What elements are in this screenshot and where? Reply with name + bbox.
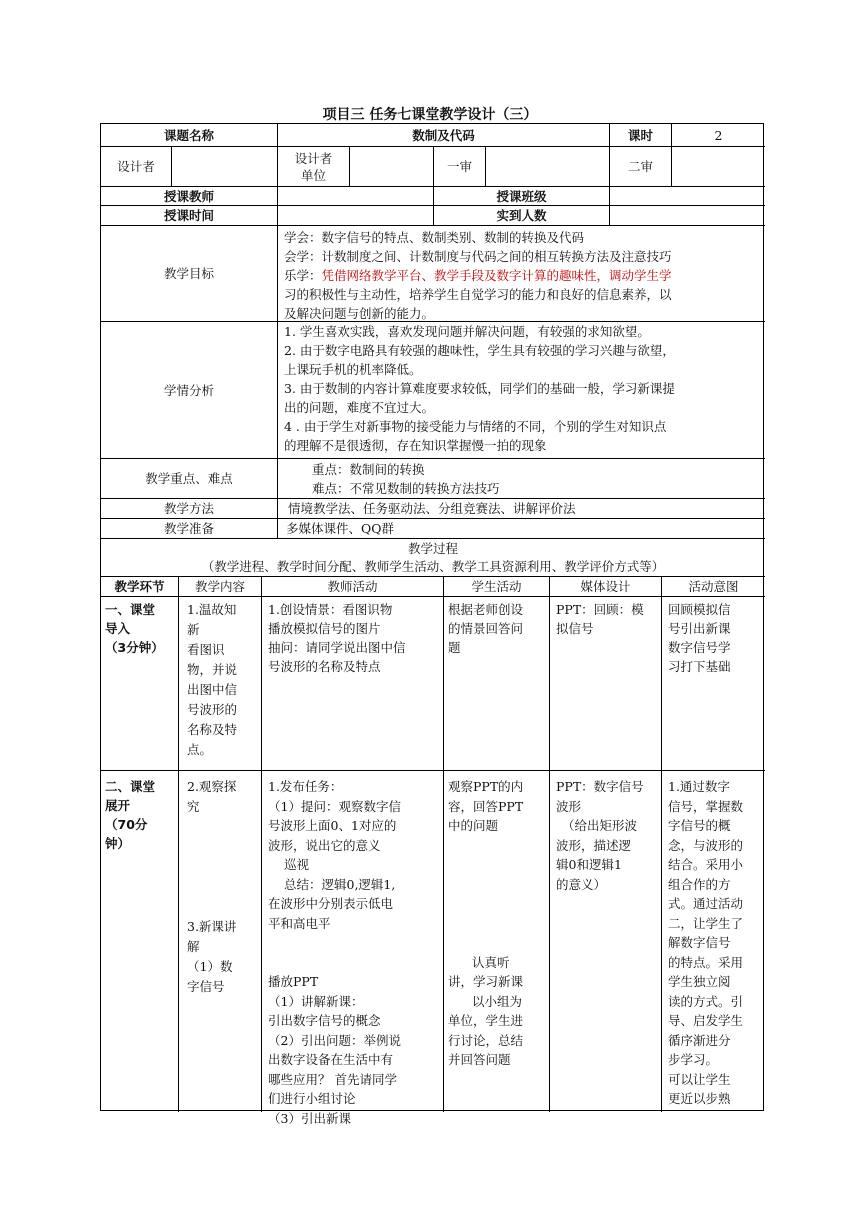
review2-value [671, 146, 765, 186]
student-cell-intro: 根据老师创设 的情景回答问 题 [443, 596, 549, 770]
period-label: 课时 [609, 124, 671, 146]
process-header: 教学过程 （教学进程、教学时间分配、教师学生活动、教学工具资源利用、教学评价方式等） [101, 538, 765, 576]
attendance-label: 实到人数 [433, 205, 609, 225]
topic-label: 课题名称 [163, 127, 214, 143]
col-header-intent: 活动意图 [661, 576, 765, 596]
student-cell-develop: 观察PPT的内 容，回答PPT 中的问题 认真听 讲，学习新课 以小组为 单位，学生进 行讨论，总结 并回答问题 [443, 770, 549, 1112]
attendance-value [609, 205, 765, 225]
media-cell-develop: PPT：数字信号 波形 （给出矩形波 波形，描述逻 辑0和逻辑1 的意义） [549, 770, 661, 1112]
designer-label: 设计者 [101, 146, 171, 186]
time-label: 授课时间 [101, 205, 277, 225]
stage-cell-intro: 一、课堂 导入 （3分钟） [101, 596, 178, 770]
class-value [609, 186, 765, 205]
methods-label: 教学方法 [101, 498, 277, 518]
col-header-teacher: 教师活动 [261, 576, 443, 596]
keypoints-label: 教学重点、难点 [101, 458, 277, 498]
teacher-cell-intro: 1.创设情景：看图识物 播放模拟信号的图片 抽问：请同学说出图中信 号波形的名称及特点 [261, 596, 443, 770]
time-value [277, 205, 433, 225]
review1-value [485, 146, 609, 186]
analysis-text: 1. 学生喜欢实践，喜欢发现问题并解决问题，有较强的求知欲望。 2. 由于数字电路具有较强的趣味性，学生具有较强的学习兴趣与欲望， 上课玩手机的机率降低。 3. 由于数制的内容计算难度要求较低，同学们的基础一般，学习新课提 出的问题，难度不宜过大。 4 . 由于学生对新事物的接受能力与情绪的不同，个别的学生对知识点 的理解不是很透彻，存在知识掌握慢一拍的现象 [277, 321, 765, 458]
period-value: 2 [671, 124, 765, 146]
intent-cell-develop: 1.通过数字 信号，掌握数 字信号的概 念，与波形的 结合。采用小 组合作的方 式。通过活动 二，让学生了 解数字信号 的特点。采用 学生独立阅 读的方式。引 导、启发学生 循序渐进分 步学习。 可以让学生 更近以步熟 [661, 770, 765, 1112]
objectives-text: 学会：数字信号的特点、数制类别、数制的转换及代码 会学：计数制度之间、计数制度与代码之间的相互转换方法及注意技巧 乐学：凭借网络教学平台、教学手段及数字计算的趣味性，调动学生学 习的积极性与主动性，培养学生自觉学习的能力和良好的信息素养，以 及解决问题与创新的能力。 [277, 225, 765, 321]
col-header-student: 学生活动 [443, 576, 549, 596]
media-cell-intro: PPT：回顾：模 拟信号 [549, 596, 661, 770]
col-header-stage: 教学环节 [101, 576, 178, 596]
topic-value: 数制及代码 [277, 124, 609, 146]
highlight-text: 凭借网络教学平台、教学手段及数字计算的趣味性，调动学生学 [321, 268, 672, 283]
col-header-media: 媒体设计 [549, 576, 661, 596]
analysis-label: 学情分析 [101, 321, 277, 458]
keypoints-text: 重点：数制间的转换 难点：不常见数制的转换方法技巧 [277, 458, 765, 498]
designer-unit-value [349, 146, 433, 186]
teacher-cell-develop: 1.发布任务： （1）提问：观察数字信 号波形上面0、1对应的 波形，说出它的意义 巡视 总结：逻辑0,逻辑1, 在波形中分别表示低电 平和高电平 播放PPT （1）讲解新课： 引出数字信号的概念 （2）引出问题：举例说 出数字设备在生活中有 哪些应用？ 首先请同学 们进行小组讨论 （3）引出新课 [261, 770, 443, 1112]
review1-label: 一审 [433, 146, 485, 186]
designer-unit-label: 设计者 单位 [277, 146, 349, 186]
stage-cell-develop: 二、课堂 展开 （70分 钟） [101, 770, 178, 1112]
col-header-content: 教学内容 [178, 576, 261, 596]
designer-value [171, 146, 277, 186]
lesson-plan-table [100, 123, 764, 1126]
review2-label: 二审 [609, 146, 671, 186]
content-cell-develop: 2.观察探 究 3.新课讲 解 （1）数 字信号 [178, 770, 261, 1112]
intent-cell-intro: 回顾模拟信 号引出新课 数字信号学 习打下基础 [661, 596, 765, 770]
prep-text: 多媒体课件、QQ群 [277, 518, 765, 538]
class-label: 授课班级 [433, 186, 609, 205]
prep-label: 教学准备 [101, 518, 277, 538]
teacher-value [277, 186, 433, 205]
objectives-label: 教学目标 [101, 225, 277, 321]
methods-text: 情境教学法、任务驱动法、分组竞赛法、讲解评价法 [277, 498, 765, 518]
content-cell-intro: 1.温故知 新 看图识 物，并说 出图中信 号波形的 名称及特 点。 [178, 596, 261, 770]
teacher-label: 授课教师 [101, 186, 277, 205]
document-title: 项目三 任务七课堂教学设计（三） [322, 107, 538, 123]
